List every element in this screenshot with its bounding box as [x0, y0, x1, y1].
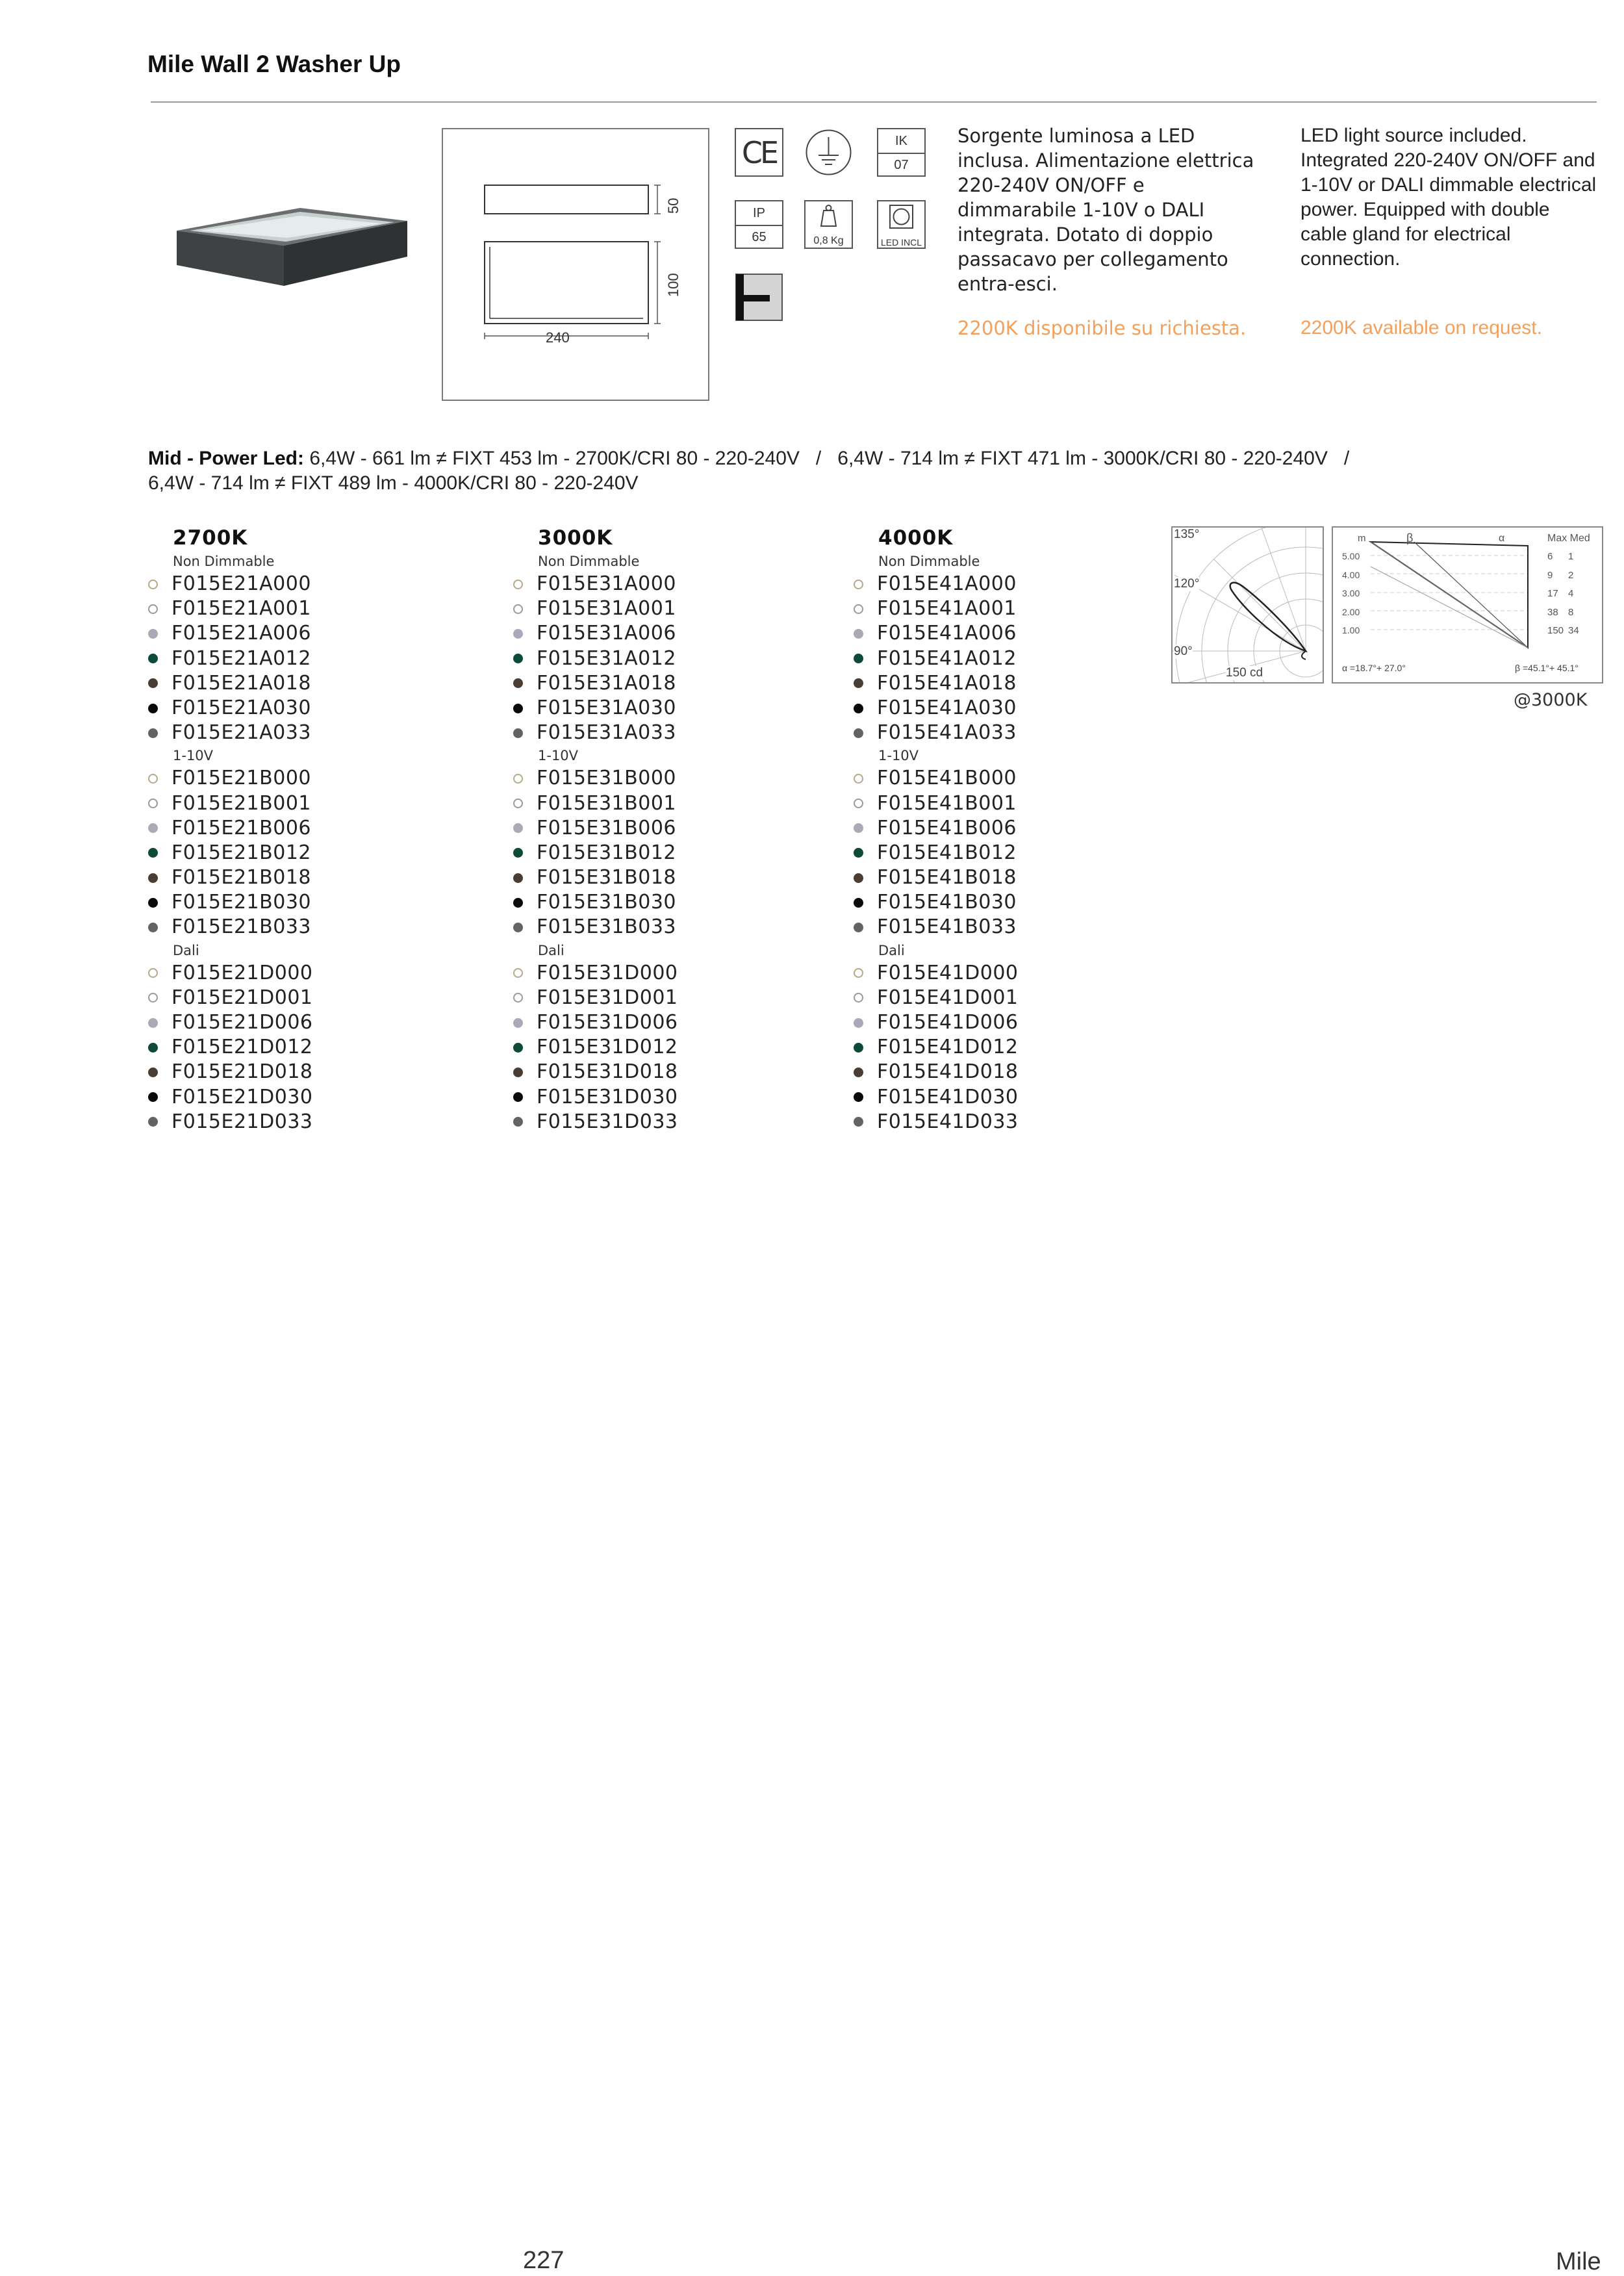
code-list-item — [148, 1010, 313, 1035]
finish-swatch-icon — [513, 968, 523, 978]
product-code: F015E31D000 — [537, 961, 678, 984]
product-code: F015E41B030 — [877, 891, 1017, 914]
product-code: F015E31B033 — [537, 915, 676, 939]
product-code: F015E21D000 — [171, 961, 313, 984]
photometry-reference: @3000K — [1514, 690, 1588, 710]
finish-swatch-icon — [148, 898, 158, 908]
product-code: F015E41A006 — [877, 622, 1017, 645]
code-list-item — [513, 721, 678, 745]
finish-swatch-icon — [513, 1043, 523, 1053]
finish-swatch-icon — [148, 728, 158, 738]
code-list-item — [513, 890, 678, 915]
code-list-item — [513, 865, 678, 890]
finish-swatch-icon — [513, 774, 523, 784]
product-code: F015E31A030 — [537, 696, 676, 719]
header-divider — [151, 101, 1597, 103]
finish-swatch-icon — [148, 993, 158, 1003]
code-list-item — [148, 816, 313, 841]
product-code: F015E41A033 — [877, 721, 1017, 745]
product-code: F015E21B001 — [171, 791, 311, 815]
code-list-item — [513, 1035, 678, 1060]
code-column-1 — [513, 525, 678, 1134]
product-code: F015E31B001 — [537, 791, 676, 815]
code-list-item — [854, 671, 1019, 696]
product-code: F015E31D018 — [537, 1060, 678, 1084]
finish-swatch-icon — [148, 1068, 158, 1077]
code-list-item — [854, 766, 1019, 791]
code-list-item — [513, 671, 678, 696]
cone-alpha-symbol: α — [1499, 533, 1505, 544]
product-code: F015E41A000 — [877, 572, 1017, 595]
cone-med: 2 — [1568, 569, 1574, 581]
code-list-item — [513, 696, 678, 721]
dim-width-label: 240 — [546, 329, 570, 346]
dim-height-body-label: 100 — [665, 273, 681, 297]
product-code: F015E21A006 — [171, 622, 311, 645]
code-list-item — [513, 791, 678, 816]
product-code: F015E41A012 — [877, 646, 1017, 670]
product-code: F015E41B006 — [877, 816, 1017, 839]
finish-swatch-icon — [513, 823, 523, 833]
column-title: 3000K — [538, 526, 613, 550]
product-code: F015E41D018 — [877, 1060, 1019, 1084]
cone-chart — [1333, 528, 1602, 682]
code-list-item — [148, 671, 313, 696]
code-list-item — [148, 1035, 313, 1060]
cone-unit: m — [1358, 533, 1366, 544]
code-list-item — [148, 596, 313, 621]
dim-height-top-label: 50 — [665, 198, 681, 214]
code-list-item — [148, 961, 313, 986]
column-title: 2700K — [173, 526, 248, 550]
ik-rating-icon: IK 07 — [877, 128, 926, 177]
finish-swatch-icon — [854, 580, 863, 589]
finish-swatch-icon — [513, 704, 523, 713]
finish-swatch-icon — [854, 1117, 863, 1127]
page-number: 227 — [523, 2247, 565, 2274]
product-code: F015E31A001 — [537, 597, 676, 620]
product-code: F015E41B012 — [877, 841, 1017, 864]
finish-swatch-icon — [513, 898, 523, 908]
group-label: Non Dimmable — [173, 554, 275, 569]
product-code: F015E41D033 — [877, 1110, 1019, 1133]
ip-rating-icon: IP 65 — [735, 200, 783, 249]
product-code: F015E41D012 — [877, 1036, 1019, 1059]
finish-swatch-icon — [513, 678, 523, 688]
product-code: F015E31B030 — [537, 891, 676, 914]
cone-med: 4 — [1568, 588, 1574, 599]
group-label: Dali — [173, 942, 199, 958]
product-code: F015E21A033 — [171, 721, 311, 745]
code-list-item — [148, 841, 313, 865]
specs-line-1: 6,4W - 661 lm ≠ FIXT 453 lm - 2700K/CRI 80 - 220-240V / 6,4W - 714 lm ≠ FIXT 471 lm - 3000K/CRI 80 - 220-240V / — [309, 448, 1350, 469]
finish-swatch-icon — [148, 848, 158, 858]
specs-label: Mid - Power Led: — [148, 448, 304, 469]
product-code: F015E41D030 — [877, 1085, 1019, 1108]
finish-swatch-icon — [148, 678, 158, 688]
code-list-item — [148, 721, 313, 745]
cone-max: 17 — [1547, 588, 1558, 599]
product-code: F015E31B000 — [537, 767, 676, 790]
cone-max: 6 — [1547, 551, 1553, 562]
product-code: F015E31A012 — [537, 646, 676, 670]
product-code: F015E21B006 — [171, 816, 311, 839]
product-code: F015E31A000 — [537, 572, 676, 595]
finish-swatch-icon — [854, 1043, 863, 1053]
finish-swatch-icon — [148, 1018, 158, 1028]
code-list-item — [513, 572, 678, 596]
cone-distance: 3.00 — [1342, 588, 1360, 598]
group-label: Non Dimmable — [878, 554, 980, 569]
cone-max: 38 — [1547, 606, 1558, 618]
cone-diagram — [1332, 526, 1603, 684]
dimension-drawing — [443, 129, 708, 400]
polar-angle-120: 120° — [1174, 577, 1200, 591]
product-code: F015E21A000 — [171, 572, 311, 595]
product-code: F015E21D012 — [171, 1036, 313, 1059]
finish-swatch-icon — [513, 799, 523, 808]
note-english: 2200K available on request. — [1300, 317, 1542, 339]
column-title: 4000K — [878, 526, 954, 550]
finish-swatch-icon — [148, 968, 158, 978]
product-code: F015E21A012 — [171, 646, 311, 670]
code-list-item — [148, 1085, 313, 1110]
finish-swatch-icon — [148, 774, 158, 784]
finish-swatch-icon — [513, 1068, 523, 1077]
cone-med: 8 — [1568, 606, 1574, 618]
finish-swatch-icon — [854, 604, 863, 614]
code-list-item — [854, 1060, 1019, 1084]
group-label: 1-10V — [878, 748, 919, 764]
product-code: F015E21B030 — [171, 891, 311, 914]
product-code: F015E21B033 — [171, 915, 311, 939]
product-code: F015E41B001 — [877, 791, 1017, 815]
code-list-item — [854, 1110, 1019, 1134]
code-list-item — [148, 791, 313, 816]
finish-swatch-icon — [148, 873, 158, 883]
product-code: F015E21D018 — [171, 1060, 313, 1084]
product-code: F015E31D006 — [537, 1011, 678, 1034]
finish-swatch-icon — [854, 1068, 863, 1077]
product-code: F015E21B018 — [171, 866, 311, 889]
product-code: F015E21A001 — [171, 597, 311, 620]
code-list-item — [513, 646, 678, 671]
polar-angle-90: 90° — [1174, 645, 1193, 658]
code-list-item — [854, 865, 1019, 890]
finish-swatch-icon — [513, 728, 523, 738]
footer-family-name: Mile — [1556, 2248, 1601, 2275]
finish-swatch-icon — [148, 580, 158, 589]
code-list-item — [148, 915, 313, 940]
product-code: F015E21D030 — [171, 1085, 313, 1108]
ground-icon — [804, 128, 853, 177]
code-list-item — [854, 621, 1019, 646]
product-code: F015E41D000 — [877, 961, 1019, 984]
group-label: 1-10V — [173, 748, 214, 764]
finish-swatch-icon — [854, 654, 863, 663]
code-list-item — [513, 621, 678, 646]
code-list-item — [513, 961, 678, 986]
code-column-0 — [148, 525, 313, 1134]
technical-drawing — [442, 128, 709, 401]
description-english: LED light source included. Integrated 220-240V ON/OFF and 1-10V or DALI dimmable electrical power. Equipped with double cable gland for electrical connection. — [1300, 125, 1597, 270]
group-label: 1-10V — [538, 748, 579, 764]
cone-med: 1 — [1568, 551, 1574, 562]
group-label: Dali — [878, 942, 905, 958]
code-list-item — [854, 791, 1019, 816]
cone-max: 150 — [1547, 625, 1564, 636]
finish-swatch-icon — [854, 1018, 863, 1028]
code-list-item — [513, 1110, 678, 1134]
product-code: F015E31D012 — [537, 1036, 678, 1059]
finish-swatch-icon — [148, 1092, 158, 1102]
finish-swatch-icon — [513, 629, 523, 639]
finish-swatch-icon — [148, 604, 158, 614]
code-list-item — [854, 816, 1019, 841]
code-list-item — [854, 646, 1019, 671]
description-italian: Sorgente luminosa a LED inclusa. Alimentazione elettrica 220-240V ON/OFF e dimmarabile 1-10V o DALI integrata. Dotato di doppio passacavo per collegamento entra-esci. — [958, 125, 1254, 295]
product-code: F015E21D001 — [171, 986, 313, 1009]
finish-swatch-icon — [854, 774, 863, 784]
finish-swatch-icon — [854, 898, 863, 908]
finish-swatch-icon — [854, 823, 863, 833]
finish-swatch-icon — [148, 704, 158, 713]
polar-diagram — [1171, 526, 1324, 684]
cone-distance: 1.00 — [1342, 625, 1360, 635]
finish-swatch-icon — [854, 799, 863, 808]
ce-mark-icon: CE — [735, 128, 783, 177]
finish-swatch-icon — [148, 823, 158, 833]
product-code: F015E21A030 — [171, 696, 311, 719]
polar-intensity: 150 cd — [1226, 666, 1263, 680]
code-list-item — [854, 696, 1019, 721]
cone-header: Max Med — [1547, 533, 1590, 544]
specs-line-2: 6,4W - 714 lm ≠ FIXT 489 lm - 4000K/CRI 80 - 220-240V — [148, 472, 639, 494]
code-list-item — [854, 890, 1019, 915]
product-code: F015E21B012 — [171, 841, 311, 864]
code-list-item — [854, 961, 1019, 986]
product-code: F015E41B018 — [877, 866, 1017, 889]
code-list-item — [854, 1085, 1019, 1110]
led-included-icon: LED INCL — [877, 200, 926, 249]
code-list-item — [148, 621, 313, 646]
product-code: F015E41A001 — [877, 597, 1017, 620]
finish-swatch-icon — [513, 654, 523, 663]
code-list-item — [513, 1085, 678, 1110]
code-list-item — [148, 986, 313, 1010]
product-code: F015E31B018 — [537, 866, 676, 889]
product-code: F015E41D001 — [877, 986, 1019, 1009]
code-list-item — [148, 696, 313, 721]
product-code: F015E31A018 — [537, 671, 676, 695]
product-code: F015E21B000 — [171, 767, 311, 790]
product-code: F015E31D001 — [537, 986, 678, 1009]
code-list-item — [854, 915, 1019, 940]
code-list-item — [513, 841, 678, 865]
code-list-item — [854, 572, 1019, 596]
finish-swatch-icon — [854, 993, 863, 1003]
wall-mount-icon — [735, 273, 783, 322]
product-code: F015E21D033 — [171, 1110, 313, 1133]
code-list-item — [854, 841, 1019, 865]
finish-swatch-icon — [854, 678, 863, 688]
cone-distance: 4.00 — [1342, 569, 1360, 580]
product-code: F015E41A018 — [877, 671, 1017, 695]
polar-chart — [1173, 528, 1323, 682]
code-list-item — [148, 766, 313, 791]
led-specs — [148, 446, 1597, 496]
finish-swatch-icon — [854, 704, 863, 713]
code-list-item — [854, 721, 1019, 745]
code-list-item — [854, 986, 1019, 1010]
product-code: F015E31A006 — [537, 622, 676, 645]
finish-swatch-icon — [854, 848, 863, 858]
finish-swatch-icon — [148, 923, 158, 932]
finish-swatch-icon — [854, 923, 863, 932]
code-column-2 — [854, 525, 1019, 1134]
product-code: F015E41A030 — [877, 696, 1017, 719]
product-image — [170, 195, 417, 305]
cone-beta-symbol: β — [1406, 531, 1414, 544]
cone-alpha-angle: α =18.7°+ 27.0° — [1342, 663, 1406, 673]
code-list-item — [148, 865, 313, 890]
finish-swatch-icon — [513, 1018, 523, 1028]
code-list-item — [148, 1110, 313, 1134]
polar-angle-135: 135° — [1174, 528, 1200, 541]
finish-swatch-icon — [513, 580, 523, 589]
cone-med: 34 — [1568, 625, 1579, 636]
finish-swatch-icon — [513, 873, 523, 883]
finish-swatch-icon — [148, 629, 158, 639]
product-code: F015E21D006 — [171, 1011, 313, 1034]
group-label: Dali — [538, 942, 565, 958]
code-list-item — [854, 1010, 1019, 1035]
product-code: F015E41B033 — [877, 915, 1017, 939]
product-code: F015E41B000 — [877, 767, 1017, 790]
weight-icon: 0,8 Kg — [804, 200, 853, 249]
cone-beta-angle: β =45.1°+ 45.1° — [1515, 663, 1579, 673]
group-label: Non Dimmable — [538, 554, 640, 569]
finish-swatch-icon — [513, 848, 523, 858]
finish-swatch-icon — [148, 1117, 158, 1127]
code-list-item — [148, 1060, 313, 1084]
product-code: F015E21A018 — [171, 671, 311, 695]
product-code: F015E31D030 — [537, 1085, 678, 1108]
finish-swatch-icon — [148, 799, 158, 808]
code-list-item — [513, 986, 678, 1010]
code-list-item — [513, 915, 678, 940]
finish-swatch-icon — [513, 604, 523, 614]
cone-distance: 5.00 — [1342, 551, 1360, 561]
finish-swatch-icon — [513, 1117, 523, 1127]
code-list-item — [148, 646, 313, 671]
code-list-item — [148, 572, 313, 596]
finish-swatch-icon — [513, 993, 523, 1003]
finish-swatch-icon — [513, 1092, 523, 1102]
code-list-item — [513, 816, 678, 841]
finish-swatch-icon — [854, 629, 863, 639]
code-list-item — [854, 1035, 1019, 1060]
code-list-item — [513, 1010, 678, 1035]
finish-swatch-icon — [854, 728, 863, 738]
finish-swatch-icon — [148, 654, 158, 663]
page-title: Mile Wall 2 Washer Up — [147, 51, 401, 77]
code-list-item — [513, 766, 678, 791]
product-code: F015E31D033 — [537, 1110, 678, 1133]
code-list-item — [854, 596, 1019, 621]
code-list-item — [513, 1060, 678, 1084]
cone-max: 9 — [1547, 569, 1553, 581]
finish-swatch-icon — [854, 968, 863, 978]
product-code: F015E41D006 — [877, 1011, 1019, 1034]
finish-swatch-icon — [854, 1092, 863, 1102]
note-italian: 2200K disponibile su richiesta. — [958, 317, 1247, 339]
finish-swatch-icon — [148, 1043, 158, 1053]
finish-swatch-icon — [513, 923, 523, 932]
finish-swatch-icon — [854, 873, 863, 883]
code-list-item — [148, 890, 313, 915]
cone-distance: 2.00 — [1342, 606, 1360, 617]
product-code: F015E31B006 — [537, 816, 676, 839]
code-list-item — [513, 596, 678, 621]
product-code: F015E31A033 — [537, 721, 676, 745]
product-code: F015E31B012 — [537, 841, 676, 864]
